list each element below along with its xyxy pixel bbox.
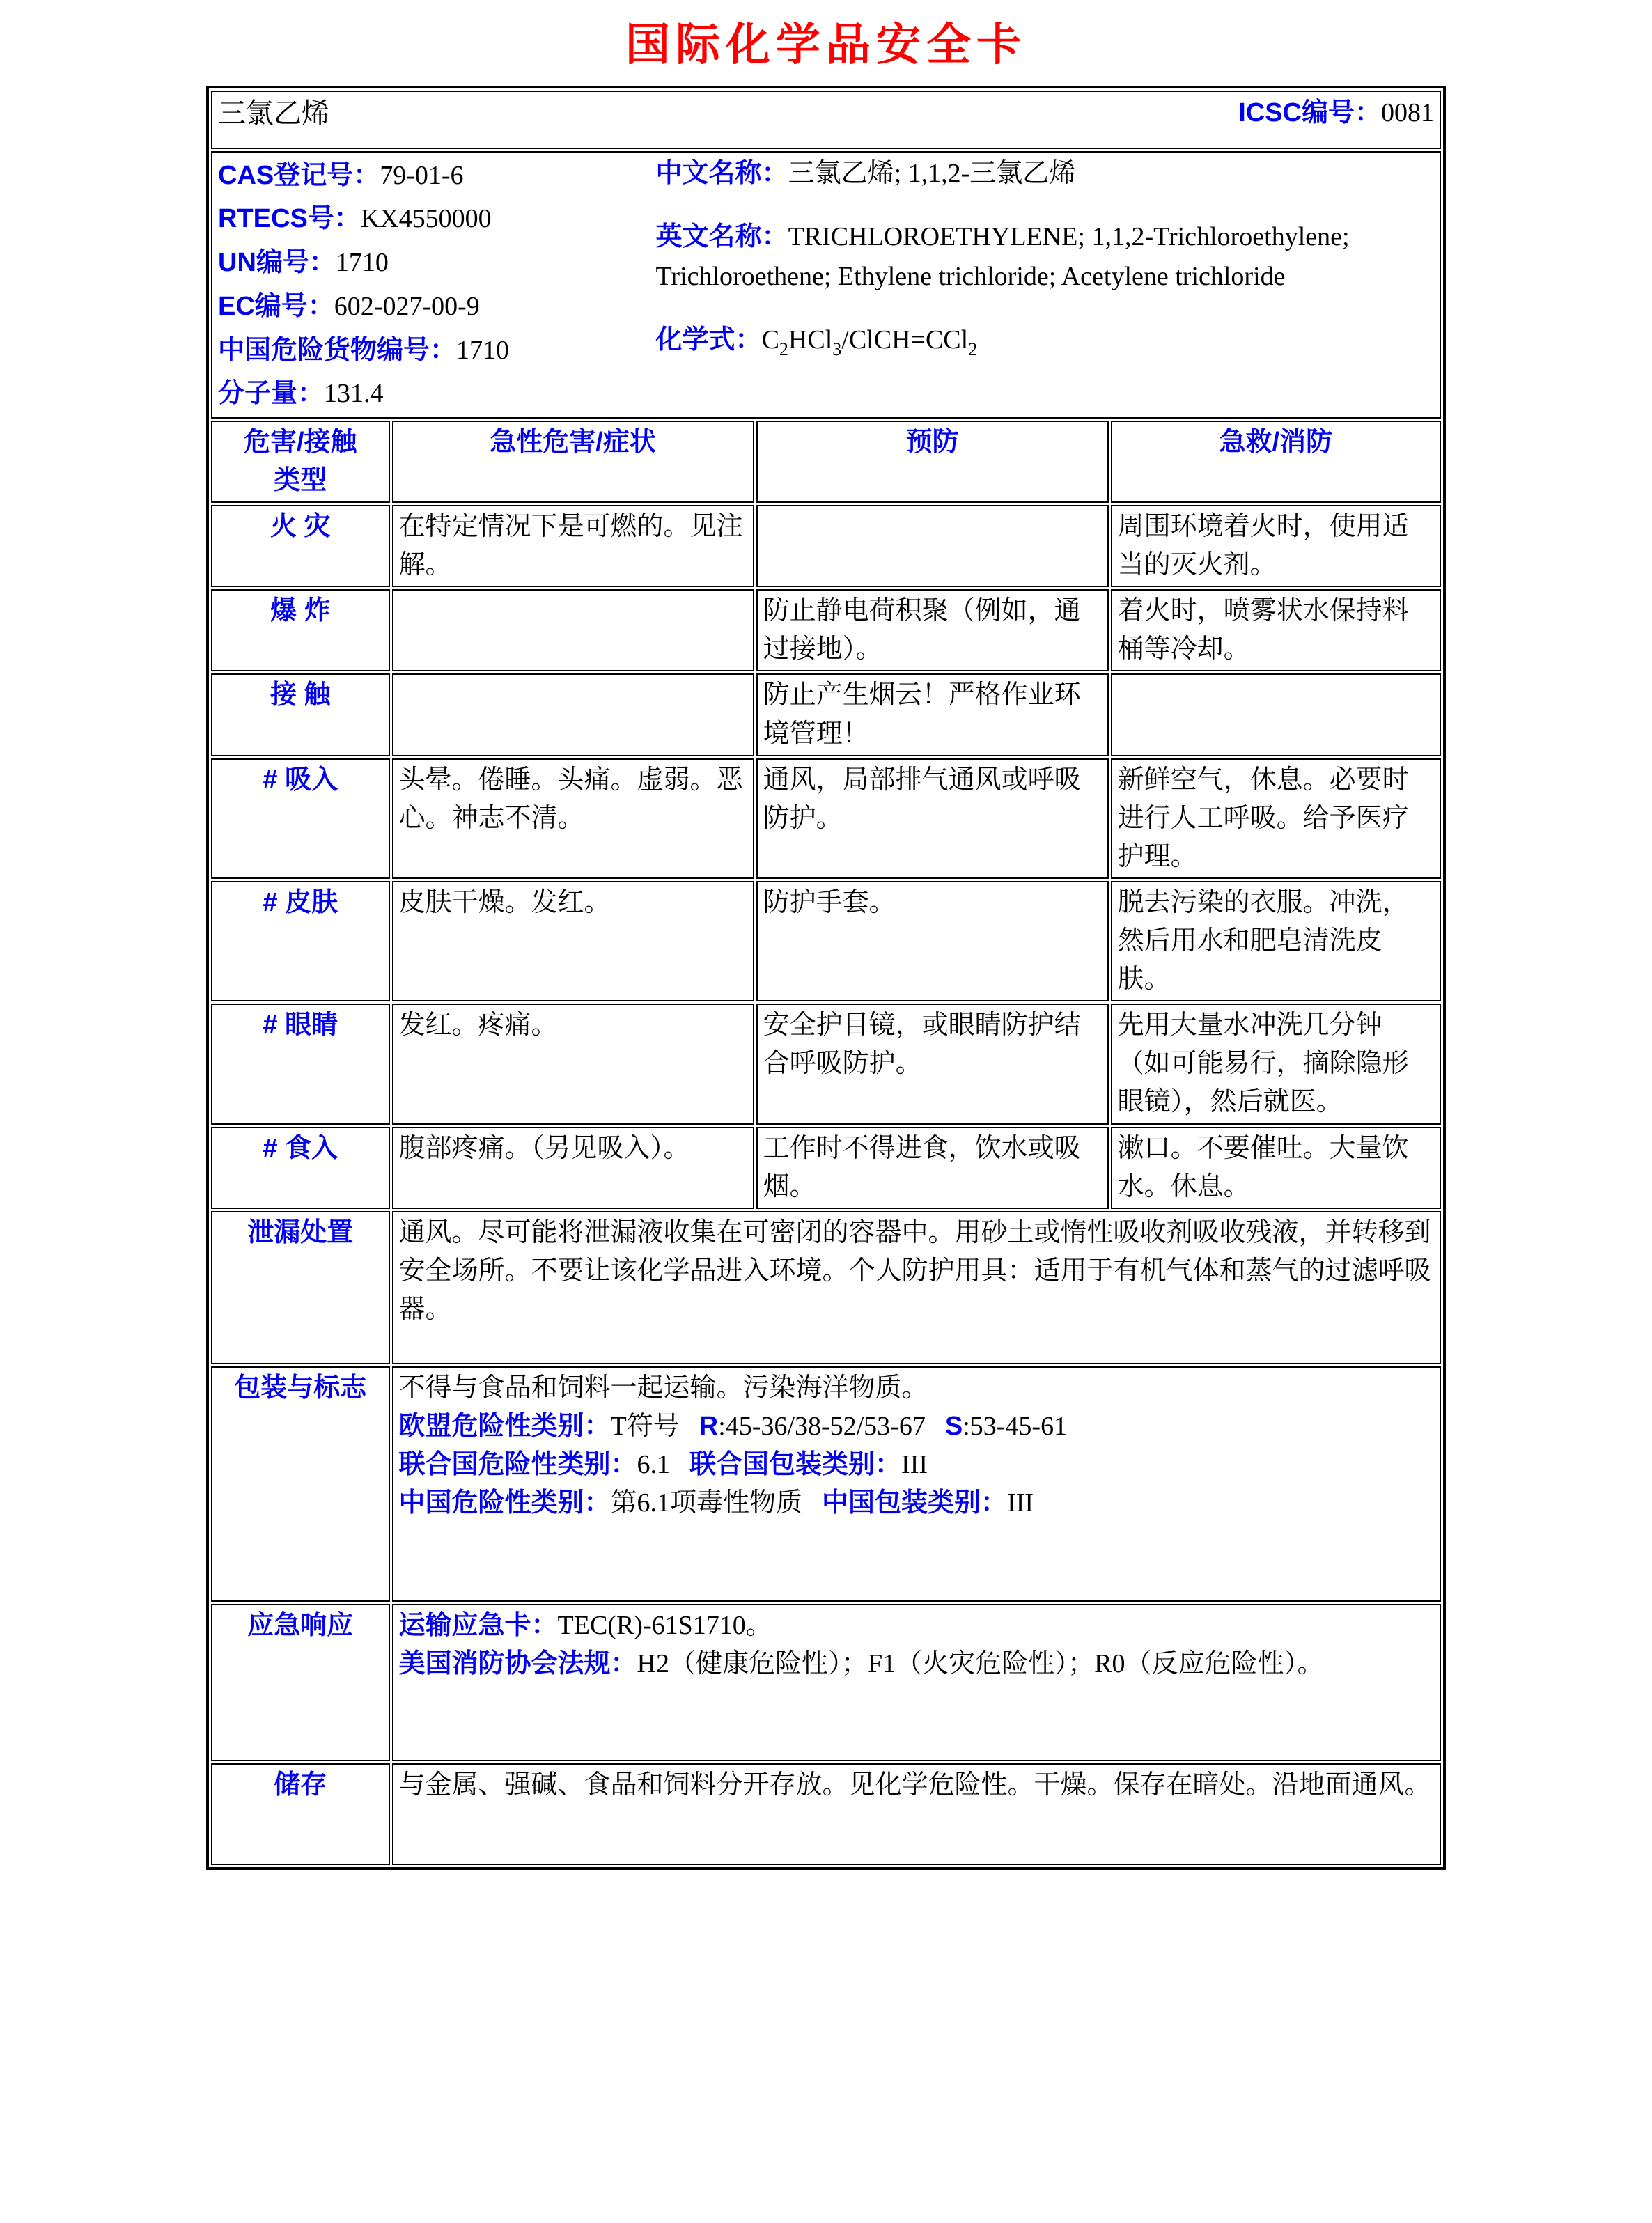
section-label-storage: 储存	[211, 1763, 390, 1865]
hazard-row-explosion	[211, 589, 1441, 671]
skin-symptoms-cell: 皮肤干燥。发红。	[392, 881, 754, 1001]
formula-subscript: 3	[832, 338, 842, 359]
molecular-weight-value: 131.4	[324, 379, 384, 409]
packaging-un-line	[399, 1446, 1434, 1484]
eyes-symptoms-cell: 发红。疼痛。	[392, 1004, 754, 1124]
explosion-symptoms-cell	[392, 589, 754, 671]
un-pack-label: 联合国包装类别：	[689, 1449, 902, 1479]
tec-card-value: TEC(R)-61S1710。	[557, 1610, 772, 1640]
formula-line	[656, 320, 1434, 360]
explosion-first-aid-cell: 着火时，喷雾状水保持料桶等冷却。	[1111, 589, 1441, 671]
row-label-inhalation: # 吸入	[211, 758, 390, 879]
formula-subscript: 2	[968, 338, 978, 359]
ec-number-value: 602-027-00-9	[334, 291, 480, 321]
packaging-eu-line	[399, 1407, 1434, 1446]
section-row-spill	[211, 1211, 1441, 1364]
r-phrases-value: :45-36/38-52/53-67	[718, 1411, 926, 1441]
nfpa-code-label: 美国消防协会法规：	[398, 1648, 637, 1678]
ec-number-line	[218, 285, 656, 329]
packaging-cn-line	[399, 1484, 1434, 1522]
formula-subscript: 2	[779, 338, 788, 359]
explosion-prevention-cell: 防止静电荷积聚（例如，通过接地）。	[756, 589, 1109, 671]
name-header-cell	[211, 91, 1441, 149]
rtecs-number-line	[218, 197, 656, 241]
row-label-fire: 火 灾	[211, 505, 390, 587]
section-row-storage	[211, 1763, 1441, 1865]
eu-class-value: T符号	[610, 1411, 680, 1441]
inhalation-symptoms-cell: 头晕。倦睡。头痛。虚弱。恶心。神志不清。	[392, 758, 754, 879]
inhalation-first-aid-cell: 新鲜空气，休息。必要时进行人工呼吸。给予医疗护理。	[1111, 758, 1441, 879]
cas-number-line	[218, 154, 656, 198]
eyes-prevention-cell: 安全护目镜，或眼睛防护结合呼吸防护。	[756, 1004, 1109, 1124]
formula-part: HCl	[788, 325, 833, 354]
first-aid-header: 急救/消防	[1111, 421, 1441, 503]
hazard-header-row	[211, 421, 1441, 503]
formula-part: /ClCH=CCl	[841, 325, 969, 354]
cn-class-value: 第6.1项毒性物质	[610, 1488, 803, 1518]
hazard-row-contact	[211, 673, 1441, 756]
un-class-label: 联合国危险性类别：	[398, 1449, 637, 1479]
contact-first-aid-cell	[1111, 673, 1441, 756]
page-title: 国际化学品安全卡	[625, 20, 1027, 70]
prevention-header: 预防	[756, 421, 1109, 503]
icsc-number-label: ICSC编号：	[1238, 98, 1381, 128]
s-phrases-label: S	[944, 1411, 963, 1441]
skin-prevention-cell: 防护手套。	[756, 881, 1109, 1001]
eyes-first-aid-cell: 先用大量水冲洗几分钟（如可能易行，摘除隐形眼镜），然后就医。	[1111, 1004, 1441, 1124]
hazard-row-eyes	[211, 1004, 1441, 1124]
emergency-nfpa-line	[399, 1645, 1434, 1683]
row-label-eyes: # 眼睛	[211, 1004, 390, 1124]
un-class-value: 6.1	[637, 1449, 671, 1479]
section-row-packaging	[211, 1366, 1441, 1602]
eu-class-label: 欧盟危险性类别：	[398, 1411, 611, 1441]
un-pack-value: III	[901, 1449, 928, 1479]
chinese-name-line	[656, 154, 1434, 194]
rtecs-number-value: KX4550000	[360, 204, 492, 234]
packaging-content-cell	[392, 1366, 1441, 1602]
hazard-row-inhalation	[211, 758, 1441, 879]
section-label-spill: 泄漏处置	[211, 1211, 390, 1364]
cn-class-label: 中国危险性类别：	[398, 1488, 611, 1518]
skin-first-aid-cell: 脱去污染的衣服。冲洗，然后用水和肥皂清洗皮肤。	[1111, 881, 1441, 1001]
hazard-type-header-line2: 类型	[274, 466, 327, 496]
contact-prevention-cell: 防止产生烟云！严格作业环境管理！	[756, 673, 1109, 756]
ingestion-first-aid-cell: 漱口。不要催吐。大量饮水。休息。	[1111, 1127, 1441, 1209]
s-phrases-value: :53-45-61	[963, 1411, 1068, 1441]
identification-left-column	[218, 154, 656, 416]
un-number-value: 1710	[335, 248, 389, 278]
china-dg-number-line	[218, 329, 656, 373]
china-dg-number-value: 1710	[456, 335, 510, 365]
section-label-packaging: 包装与标志	[211, 1366, 390, 1602]
icsc-number	[1238, 94, 1434, 132]
hazard-row-fire	[211, 505, 1441, 587]
ingestion-prevention-cell: 工作时不得进食，饮水或吸烟。	[756, 1127, 1109, 1209]
hazard-type-header	[211, 421, 390, 503]
un-number-label: UN编号：	[218, 248, 336, 278]
emergency-content-cell	[392, 1604, 1441, 1761]
cn-pack-value: III	[1007, 1488, 1034, 1518]
molecular-weight-line	[218, 372, 656, 416]
symptoms-header: 急性危害/症状	[392, 421, 754, 503]
storage-content-cell: 与金属、强碱、食品和饲料分开存放。见化学危险性。干燥。保存在暗处。沿地面通风。	[392, 1763, 1441, 1865]
icsc-number-value: 0081	[1381, 98, 1434, 128]
section-row-emergency	[211, 1604, 1441, 1761]
fire-symptoms-cell: 在特定情况下是可燃的。见注解。	[392, 505, 754, 587]
row-label-explosion: 爆 炸	[211, 589, 390, 671]
row-label-skin: # 皮肤	[211, 881, 390, 1001]
nfpa-code-value: H2（健康危险性）；F1（火灾危险性）；R0（反应危险性）。	[637, 1648, 1324, 1678]
chemical-name: 三氯乙烯	[218, 97, 329, 129]
formula-part: C	[761, 325, 779, 354]
section-label-emergency: 应急响应	[211, 1604, 390, 1761]
hazard-type-header-line1: 危害/接触	[243, 427, 357, 457]
row-label-ingestion: # 食入	[211, 1127, 390, 1209]
un-number-line	[218, 241, 656, 285]
english-name-value: TRICHLOROETHYLENE; 1,1,2-Trichloroethylene; Trichloroethene; Ethylene trichloride; Acetylene trichloride	[655, 221, 1350, 291]
cas-number-label: CAS登记号：	[218, 160, 380, 190]
formula-value	[761, 325, 978, 359]
hazard-row-skin	[211, 881, 1441, 1001]
rtecs-number-label: RTECS号：	[218, 204, 361, 234]
hazard-row-ingestion	[211, 1127, 1441, 1209]
row-label-contact: 接 触	[211, 673, 390, 756]
tec-card-label: 运输应急卡：	[398, 1610, 558, 1640]
ec-number-label: EC编号：	[218, 291, 334, 321]
name-header-row	[211, 91, 1441, 149]
contact-symptoms-cell	[392, 673, 754, 756]
identification-cell	[211, 151, 1441, 419]
packaging-transport-line: 不得与食品和饲料一起运输。污染海洋物质。	[398, 1373, 928, 1403]
cn-pack-label: 中国包装类别：	[822, 1488, 1008, 1518]
fire-prevention-cell	[756, 505, 1109, 587]
china-dg-number-label: 中国危险货物编号：	[218, 335, 457, 365]
formula-label: 化学式：	[655, 325, 762, 354]
emergency-tec-line	[399, 1607, 1434, 1645]
english-name-label: 英文名称：	[655, 221, 788, 251]
r-phrases-label: R	[699, 1411, 719, 1441]
identification-row	[211, 151, 1441, 419]
inhalation-prevention-cell: 通风，局部排气通风或呼吸防护。	[756, 758, 1109, 879]
cas-number-value: 79-01-6	[380, 160, 464, 190]
molecular-weight-label: 分子量：	[218, 379, 325, 409]
chinese-name-label: 中文名称：	[655, 158, 788, 188]
identification-right-column	[656, 154, 1434, 416]
spill-content-cell: 通风。尽可能将泄漏液收集在可密闭的容器中。用砂土或惰性吸收剂吸收残液，并转移到安全场所。不要让该化学品进入环境。个人防护用具：适用于有机气体和蒸气的过滤呼吸器。	[392, 1211, 1441, 1364]
chinese-name-value: 三氯乙烯; 1,1,2-三氯乙烯	[788, 158, 1076, 188]
safety-card-table	[206, 86, 1446, 1870]
ingestion-symptoms-cell: 腹部疼痛。（另见吸入）。	[392, 1127, 754, 1209]
fire-first-aid-cell: 周围环境着火时，使用适当的灭火剂。	[1111, 505, 1441, 587]
english-name-line	[656, 217, 1434, 297]
